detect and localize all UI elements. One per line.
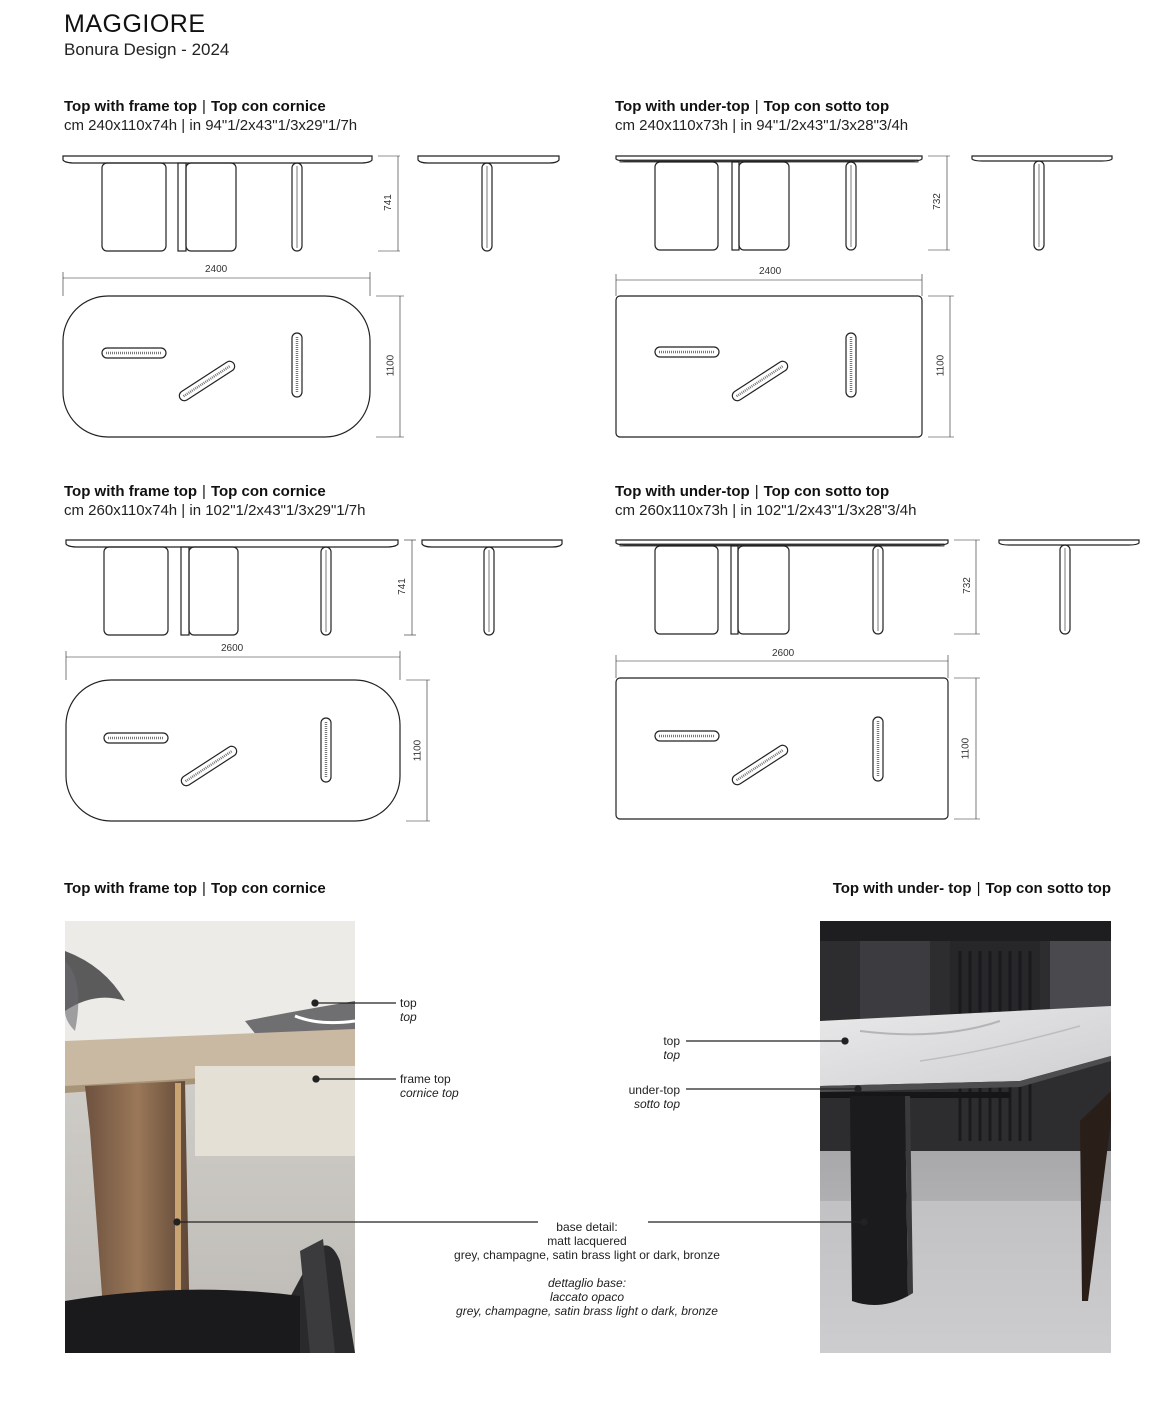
s1-width-label: 1100 (385, 354, 397, 377)
frame-top-it: cornice top (400, 1086, 459, 1100)
title-separator: | (202, 880, 206, 897)
section-4-title-en: Top with under-top (615, 483, 750, 500)
title-separator: | (754, 483, 759, 500)
product-title: MAGGIORE (64, 10, 206, 38)
s3-height-label: 741 (396, 578, 408, 595)
under-top-annotation (580, 1083, 680, 1111)
section-1-title-en: Top with frame top (64, 98, 198, 115)
under-top-it: sotto top (633, 1097, 680, 1111)
frame-top-en: frame top (400, 1072, 451, 1086)
section-2-dims: cm 240x110x73h | in 94"1/2x43"1/3x28"3/4h (615, 117, 909, 134)
section-3-title-en: Top with frame top (64, 483, 198, 500)
s3-width-label: 1100 (412, 739, 424, 762)
right-top-annotation (600, 1034, 680, 1062)
section-4-title-it: Top con sotto top (763, 483, 890, 500)
left-top-en: top (400, 996, 417, 1010)
title-separator: | (976, 880, 981, 897)
section-2-title-it: Top con sotto top (763, 98, 890, 115)
s4-height-label: 732 (961, 577, 973, 594)
right-top-it: top (663, 1048, 680, 1062)
title-separator: | (754, 98, 759, 115)
s1-height-label: 741 (382, 194, 394, 211)
s4-width-label: 1100 (960, 737, 972, 760)
title-separator: | (202, 483, 206, 500)
under-top-en: under-top (628, 1083, 680, 1097)
base-it-3: grey, champagne, satin brass light o dark, bronze (456, 1304, 718, 1318)
section-1-dims: cm 240x110x74h | in 94"1/2x43"1/3x29"1/7h (64, 117, 358, 134)
base-en-2: matt lacquered (547, 1234, 627, 1248)
left-top-annotation (400, 996, 417, 1024)
left-top-it: top (400, 1010, 417, 1024)
s4-length-label: 2600 (772, 648, 795, 659)
section-4-dims: cm 260x110x73h | in 102"1/2x43"1/3x28"3/4h (615, 502, 917, 519)
left-photo-title-it: Top con cornice (210, 880, 326, 897)
s1-length-label: 2400 (205, 264, 228, 275)
base-it-1: dettaglio base: (547, 1276, 627, 1290)
s2-height-label: 732 (931, 193, 943, 210)
designer-year: Bonura Design - 2024 (64, 40, 230, 59)
s2-width-label: 1100 (935, 354, 947, 377)
base-en-1: base detail: (556, 1220, 618, 1234)
right-top-en: top (663, 1034, 680, 1048)
left-photo-title-en: Top with frame top (64, 880, 198, 897)
section-2-title-en: Top with under-top (615, 98, 750, 115)
section-3-title-it: Top con cornice (210, 483, 326, 500)
right-photo-title-en: Top with under- top (832, 880, 972, 897)
section-1-title-it: Top con cornice (210, 98, 326, 115)
right-photo-title-it: Top con sotto top (985, 880, 1111, 897)
base-it-2: laccato opaco (549, 1290, 625, 1304)
frame-top-annotation (400, 1072, 459, 1100)
s2-length-label: 2400 (759, 266, 782, 277)
base-en-3: grey, champagne, satin brass light or dark, bronze (454, 1248, 720, 1262)
base-detail-annotation (427, 1220, 747, 1318)
section-3-dims: cm 260x110x74h | in 102"1/2x43"1/3x29"1/7h (64, 502, 366, 519)
s3-length-label: 2600 (221, 643, 244, 654)
title-separator: | (202, 98, 206, 115)
